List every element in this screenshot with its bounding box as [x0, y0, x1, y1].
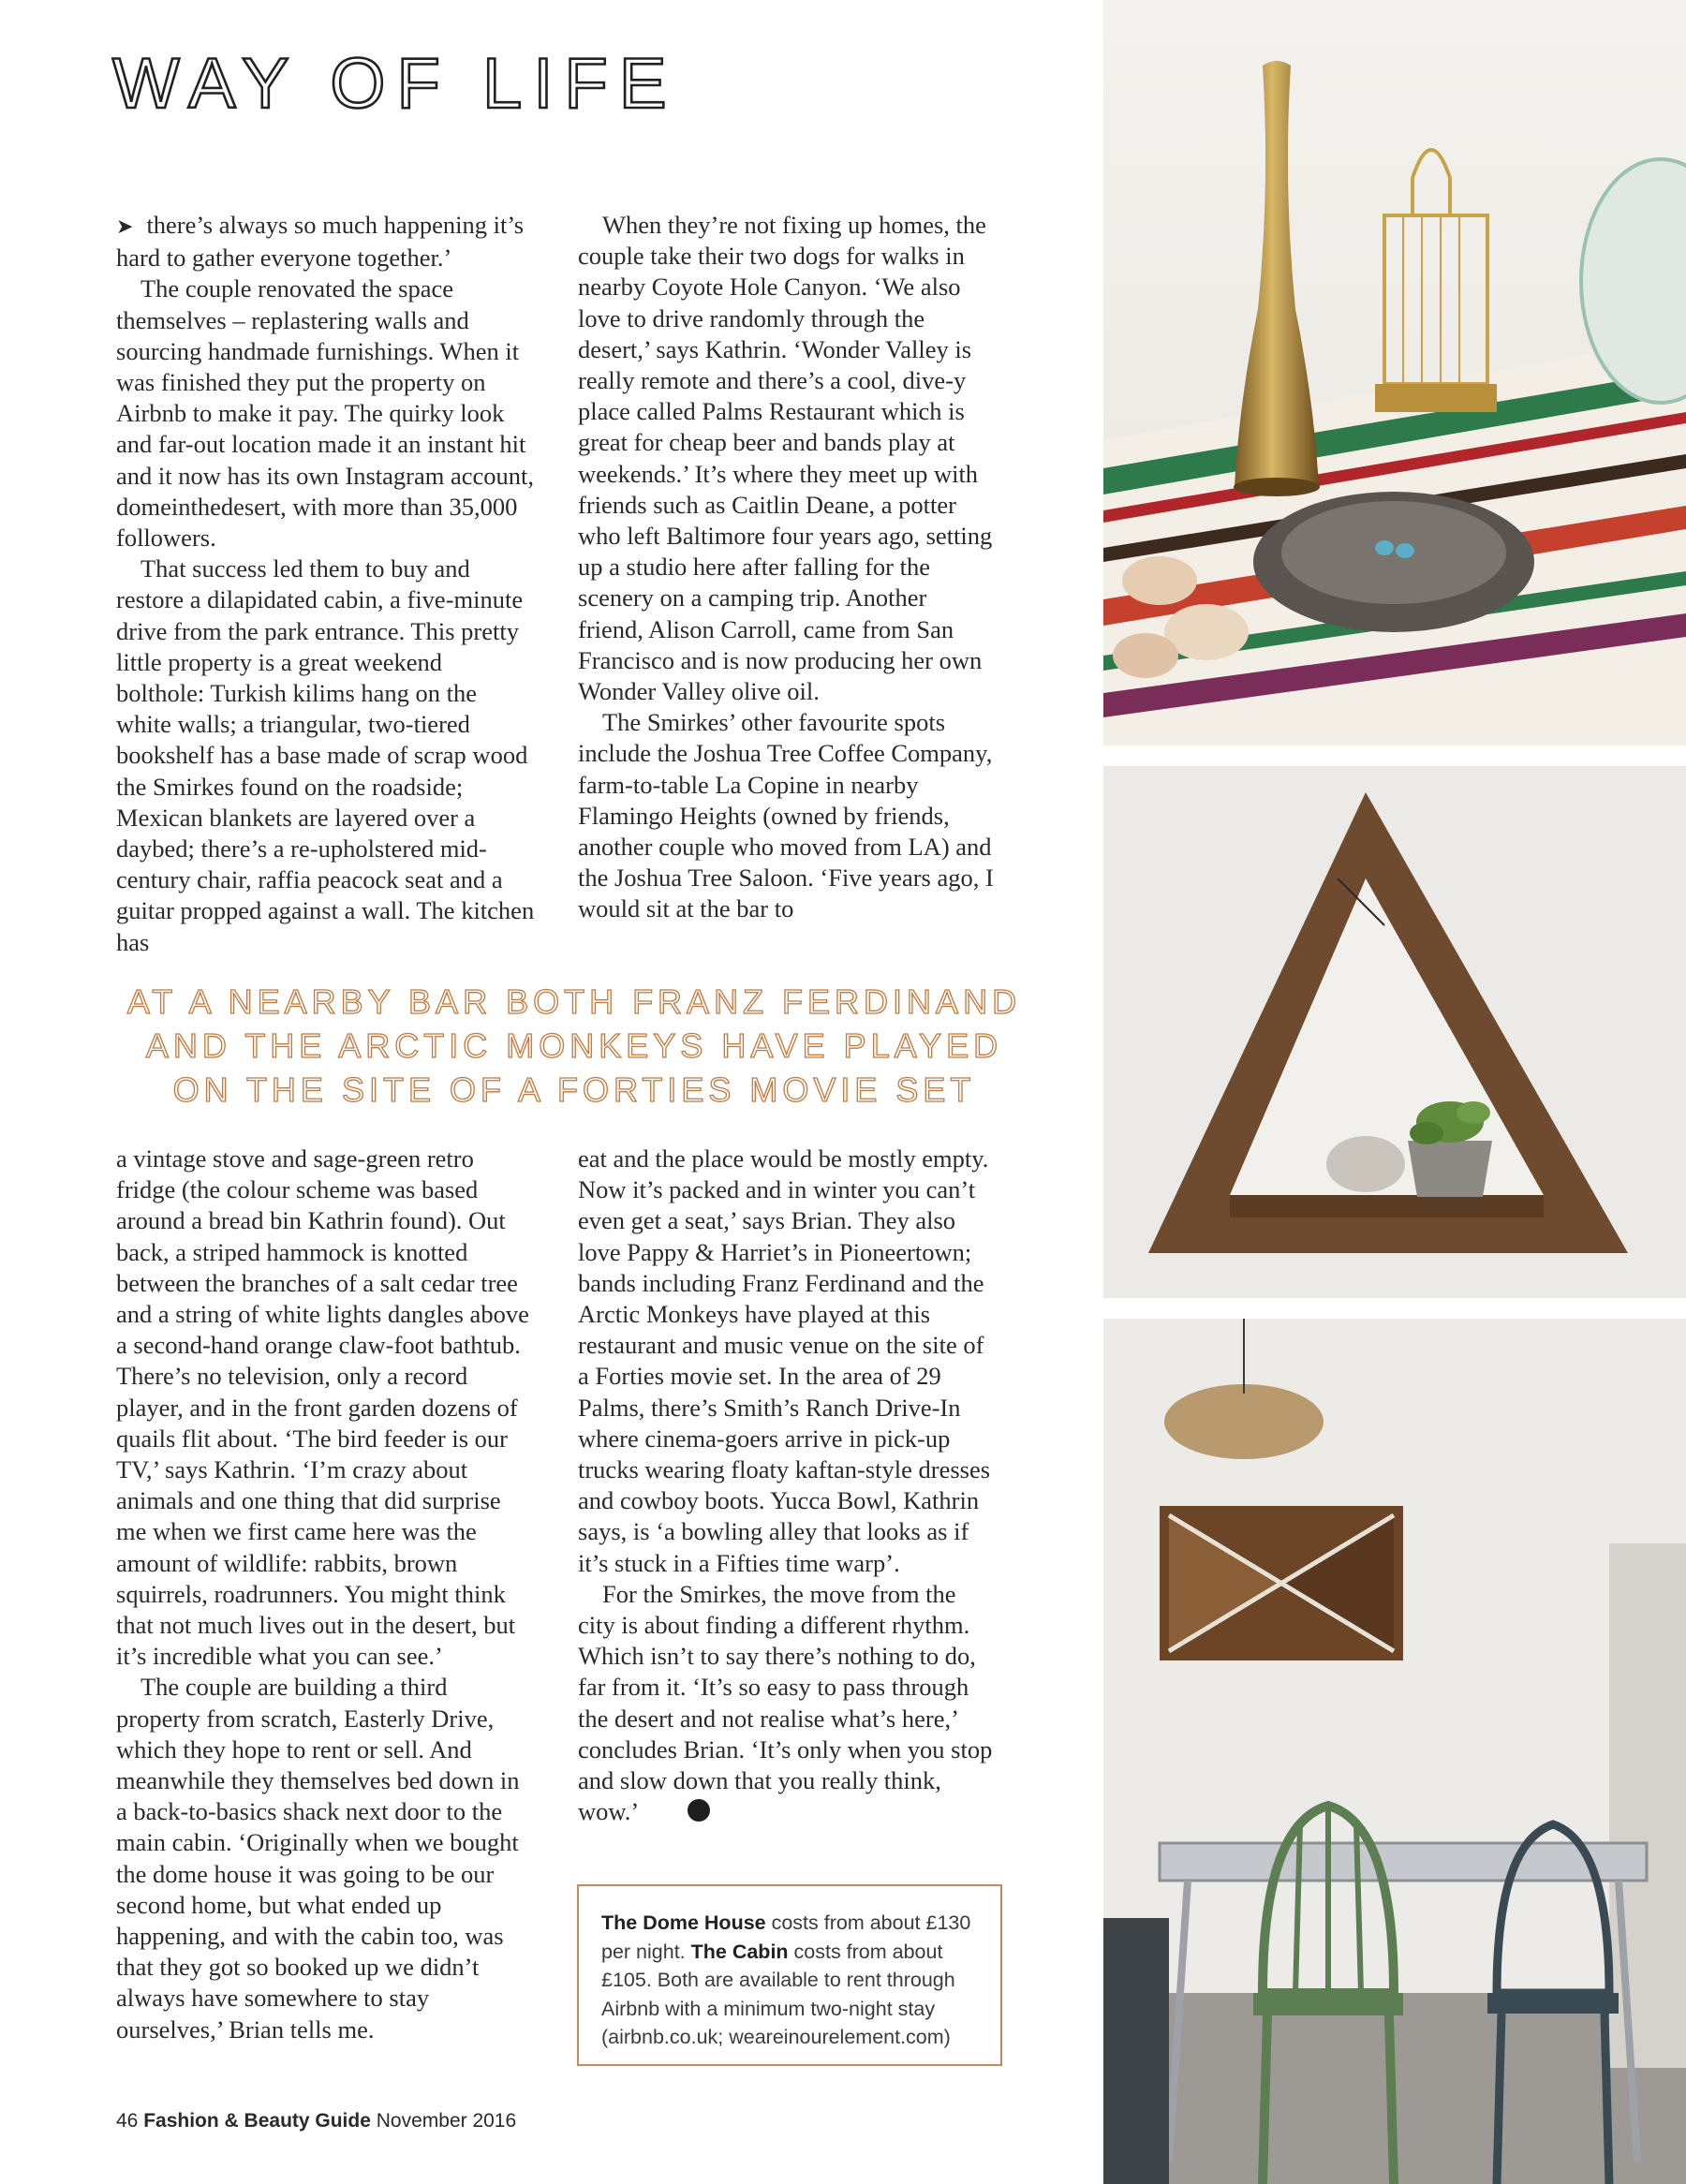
paragraph: The Smirkes’ other favourite spots include the Joshua Tree Coffee Company, farm-to-table La Copine in nearby Flamingo Heights (owned by friends, another couple who moved from LA) and the Joshua Tree Saloon. ‘Five years ago, I would sit at the bar to	[578, 708, 994, 923]
photo-dining-room	[1103, 1319, 1686, 2184]
issue-date: November 2016	[376, 2110, 517, 2132]
section-title: WAY OF LIFE	[112, 44, 678, 124]
article-column-3	[116, 1144, 536, 2045]
paragraph: That success led them to buy and restore a dilapidated cabin, a five-minute drive from the park entrance. This pretty little property is a great weekend bolthole: Turkish kilims hang on the white walls; a triangular, two-tiered bookshelf has a base made of scrap wood the Smirkes found on the roadside; Mexican blankets are layered over a daybed; there’s a re-upholstered mid-century chair, raffia peacock seat and a guitar propped against a wall. The kitchen has	[116, 554, 535, 956]
paragraph	[578, 1579, 998, 1828]
paragraph: eat and the place would be mostly empty. Now it’s packed and in winter you can’t even get a seat,’ says Brian. They also love Pappy & Harriet’s in Pioneertown; bands including Franz Ferdinand and the Arctic Monkeys have played at this restaurant and music venue on the site of a Forties movie set. In the area of 29 Palms, there’s Smith’s Ranch Drive-In where cinema-goers arrive in pick-up trucks wearing floaty kaftan-style dresses and cowboy boots. Yucca Bowl, Kathrin says, is ‘a bowling alley that looks as if it’s stuck in a Fifties time warp’.	[578, 1144, 991, 1577]
pull-quote-line: AND THE ARCTIC MONKEYS HAVE PLAYED	[145, 1026, 1003, 1065]
info-box	[577, 1884, 1002, 2066]
pull-quote-line: ON THE SITE OF A FORTIES MOVIE SET	[172, 1070, 976, 1109]
paragraph: The couple are building a third property from scratch, Easterly Drive, which they hope to rent or sell. And meanwhile they themselves bed down in a back-to-basics shack next door to the main cabin. ‘Originally when we bought the dome house it was going to be our second home, but what ended up happening, and with the cabin too, was that they got so booked up we didn’t always have somewhere to stay ourselves,’ Brian tells me.	[116, 1673, 520, 2044]
paragraph: When they’re not fixing up homes, the couple take their two dogs for walks in nearby Coyote Hole Canyon. ‘We also love to drive randomly through the desert,’ says Kathrin. ‘Wonder Valley is really remote and there’s a cool, dive-y place called Palms Restaurant which is great for cheap beer and bands play at weekends.’ It’s where they meet up with friends such as Caitlin Deane, a potter who left Baltimore four years ago, setting up a studio here after falling for the scenery on a camping trip. Another friend, Alison Carroll, came from San Francisco and is now producing her own Wonder Valley olive oil.	[578, 211, 993, 706]
page-number: 46	[116, 2110, 139, 2132]
continuation-arrow-icon: ➤	[116, 215, 134, 239]
triangle-shelf-illustration	[1103, 766, 1686, 1298]
article-column-4	[578, 1144, 998, 1827]
photo-triangle-shelf	[1103, 766, 1686, 1298]
info-text: costs from about £105. Both are available to rent through Airbnb with a minimum two-night stay (airbnb.co.uk; weareinourelement.com)	[601, 1940, 955, 2048]
property-name: The Dome House	[601, 1911, 766, 1934]
paragraph-text: there’s always so much happening it’s hard to gather everyone together.’	[116, 211, 525, 273]
paragraph	[116, 210, 536, 273]
end-mark-icon: T	[688, 1799, 710, 1822]
dining-room-illustration	[1103, 1319, 1686, 2184]
paragraph: The couple renovated the space themselves – replastering walls and sourcing handmade furnishings. When it was finished they put the property on Airbnb to make it pay. The quirky look and far-out location made it an instant hit and it now has its own Instagram account, domeinthedesert, with more than 35,000 followers.	[116, 274, 534, 553]
info-text: costs from about £130 per night.	[601, 1911, 971, 1963]
article-column-2	[578, 210, 998, 925]
property-name: The Cabin	[690, 1940, 789, 1963]
publication-name: Fashion & Beauty Guide	[143, 2110, 371, 2132]
paragraph: a vintage stove and sage-green retro fridge (the colour scheme was based around a bread bin Kathrin found). Out back, a striped hammock is knotted between the branches of a salt cedar tree and a string of white lights dangles above a second-hand orange claw-foot bathtub. There’s no television, only a record player, and in the front garden dozens of quails flit about. ‘The bird feeder is our TV,’ says Kathrin. ‘I’m crazy about animals and one thing that did surprise me when we first came here was the amount of wildlife: rabbits, brown squirrels, roadrunners. You might think that not much lives out in the desert, but it’s incredible what you can see.’	[116, 1144, 529, 1671]
photo-vase-nest	[1103, 0, 1686, 745]
pull-quote	[116, 980, 1032, 1112]
article-column-1	[116, 210, 536, 958]
page-footer	[116, 2110, 516, 2132]
pull-quote-line: AT A NEARBY BAR BOTH FRANZ FERDINAND	[126, 982, 1022, 1021]
vase-nest-illustration	[1103, 0, 1686, 745]
paragraph-text: For the Smirkes, the move from the city is about finding a different rhythm. Which isn’t to say there’s nothing to do, far from it. ‘It’s so easy to pass through the desert and not realise what’s here,’ concludes Brian. ‘It’s only when you stop and slow down that you really think, wow.’	[578, 1579, 993, 1826]
